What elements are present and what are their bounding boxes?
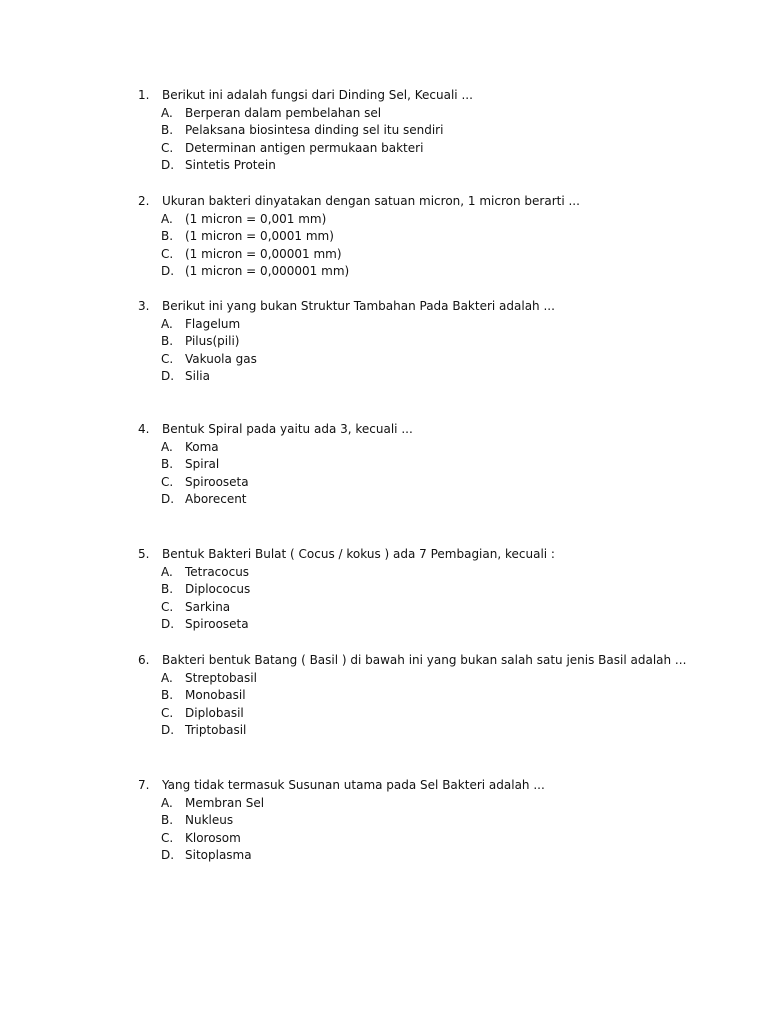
option-letter: D. <box>161 158 175 173</box>
option-letter: C. <box>161 599 174 614</box>
question-text: Bakteri bentuk Batang ( Basil ) di bawah ini yang bukan salah satu jenis Basil adalah ... <box>162 653 687 667</box>
option-text: Membran Sel <box>185 795 265 810</box>
question-stem <box>138 546 738 564</box>
option-text: Streptobasil <box>185 670 257 685</box>
option-letter: D. <box>161 723 175 738</box>
option-c <box>138 599 738 617</box>
option-list <box>138 105 738 175</box>
question-text: Ukuran bakteri dinyatakan dengan satuan micron, 1 micron berarti ... <box>162 194 580 208</box>
option-c <box>138 705 738 723</box>
question-2 <box>138 193 738 281</box>
option-text: Koma <box>185 439 219 454</box>
option-letter: C. <box>161 474 174 489</box>
option-letter: B. <box>161 582 174 597</box>
option-letter: A. <box>161 105 173 120</box>
question-number: 4. <box>138 422 150 436</box>
option-d <box>138 616 738 634</box>
option-c <box>138 474 738 492</box>
question-number: 3. <box>138 299 150 313</box>
option-letter: B. <box>161 813 174 828</box>
option-a <box>138 211 738 229</box>
option-text: Spiral <box>185 457 220 472</box>
option-list <box>138 316 738 386</box>
option-text: (1 micron = 0,000001 mm) <box>185 264 350 279</box>
option-text: Sarkina <box>185 599 231 614</box>
option-letter: A. <box>161 439 173 454</box>
question-text: Yang tidak termasuk Susunan utama pada Sel Bakteri adalah ... <box>162 778 545 792</box>
option-text: Sitoplasma <box>185 848 252 863</box>
option-letter: A. <box>161 316 173 331</box>
option-text: Pelaksana biosintesa dinding sel itu sendiri <box>185 123 444 138</box>
option-b <box>138 581 738 599</box>
option-text: (1 micron = 0,001 mm) <box>185 211 327 226</box>
question-stem <box>138 193 738 211</box>
option-text: Diplococus <box>185 582 251 597</box>
option-letter: B. <box>161 123 174 138</box>
option-letter: D. <box>161 369 175 384</box>
option-letter: A. <box>161 564 173 579</box>
question-stem <box>138 777 738 795</box>
question-text: Berikut ini adalah fungsi dari Dinding Sel, Kecuali ... <box>162 88 473 102</box>
option-b <box>138 456 738 474</box>
option-text: Berperan dalam pembelahan sel <box>185 105 382 120</box>
option-letter: C. <box>161 140 174 155</box>
option-b <box>138 333 738 351</box>
option-a <box>138 316 738 334</box>
option-text: (1 micron = 0,0001 mm) <box>185 229 334 244</box>
option-d <box>138 491 738 509</box>
option-d <box>138 368 738 386</box>
option-c <box>138 246 738 264</box>
option-list <box>138 564 738 634</box>
option-text: Spirooseta <box>185 617 249 632</box>
option-list <box>138 439 738 509</box>
option-d <box>138 157 738 175</box>
option-a <box>138 795 738 813</box>
question-stem <box>138 421 738 439</box>
option-a <box>138 670 738 688</box>
option-list <box>138 795 738 865</box>
option-letter: A. <box>161 670 173 685</box>
option-letter: C. <box>161 830 174 845</box>
option-c <box>138 140 738 158</box>
option-text: Tetracocus <box>185 564 250 579</box>
option-letter: D. <box>161 848 175 863</box>
question-1 <box>138 87 738 175</box>
option-letter: D. <box>161 617 175 632</box>
option-b <box>138 228 738 246</box>
option-list <box>138 211 738 281</box>
question-number: 6. <box>138 653 150 667</box>
option-d <box>138 722 738 740</box>
option-text: Nukleus <box>185 813 234 828</box>
option-text: Triptobasil <box>185 723 247 738</box>
option-letter: A. <box>161 795 173 810</box>
option-letter: D. <box>161 264 175 279</box>
option-letter: B. <box>161 334 174 349</box>
question-stem <box>138 298 738 316</box>
question-stem <box>138 87 738 105</box>
option-b <box>138 687 738 705</box>
option-letter: B. <box>161 229 174 244</box>
option-letter: A. <box>161 211 173 226</box>
option-text: (1 micron = 0,00001 mm) <box>185 246 342 261</box>
option-text: Aborecent <box>185 492 247 507</box>
option-letter: D. <box>161 492 175 507</box>
option-a <box>138 439 738 457</box>
option-b <box>138 812 738 830</box>
question-3 <box>138 298 738 386</box>
question-number: 5. <box>138 547 150 561</box>
option-text: Spirooseta <box>185 474 249 489</box>
question-6 <box>138 652 738 740</box>
option-text: Flagelum <box>185 316 241 331</box>
option-b <box>138 122 738 140</box>
option-a <box>138 564 738 582</box>
option-text: Monobasil <box>185 688 246 703</box>
option-d <box>138 847 738 865</box>
question-text: Bentuk Spiral pada yaitu ada 3, kecuali ... <box>162 422 413 436</box>
option-list <box>138 670 738 740</box>
question-number: 7. <box>138 778 150 792</box>
option-c <box>138 351 738 369</box>
option-text: Determinan antigen permukaan bakteri <box>185 140 424 155</box>
option-a <box>138 105 738 123</box>
question-5 <box>138 546 738 634</box>
option-letter: B. <box>161 457 174 472</box>
question-number: 1. <box>138 88 150 102</box>
option-d <box>138 263 738 281</box>
question-text: Bentuk Bakteri Bulat ( Cocus / kokus ) ada 7 Pembagian, kecuali : <box>162 547 555 561</box>
question-7 <box>138 777 738 865</box>
option-text: Pilus(pili) <box>185 334 240 349</box>
option-letter: C. <box>161 351 174 366</box>
option-text: Vakuola gas <box>185 351 257 366</box>
option-c <box>138 830 738 848</box>
question-text: Berikut ini yang bukan Struktur Tambahan Pada Bakteri adalah ... <box>162 299 555 313</box>
option-letter: C. <box>161 246 174 261</box>
option-text: Sintetis Protein <box>185 158 276 173</box>
option-letter: B. <box>161 688 174 703</box>
option-text: Silia <box>185 369 210 384</box>
question-stem <box>138 652 738 670</box>
option-text: Klorosom <box>185 830 241 845</box>
option-letter: C. <box>161 705 174 720</box>
question-4 <box>138 421 738 509</box>
option-text: Diplobasil <box>185 705 244 720</box>
question-number: 2. <box>138 194 150 208</box>
